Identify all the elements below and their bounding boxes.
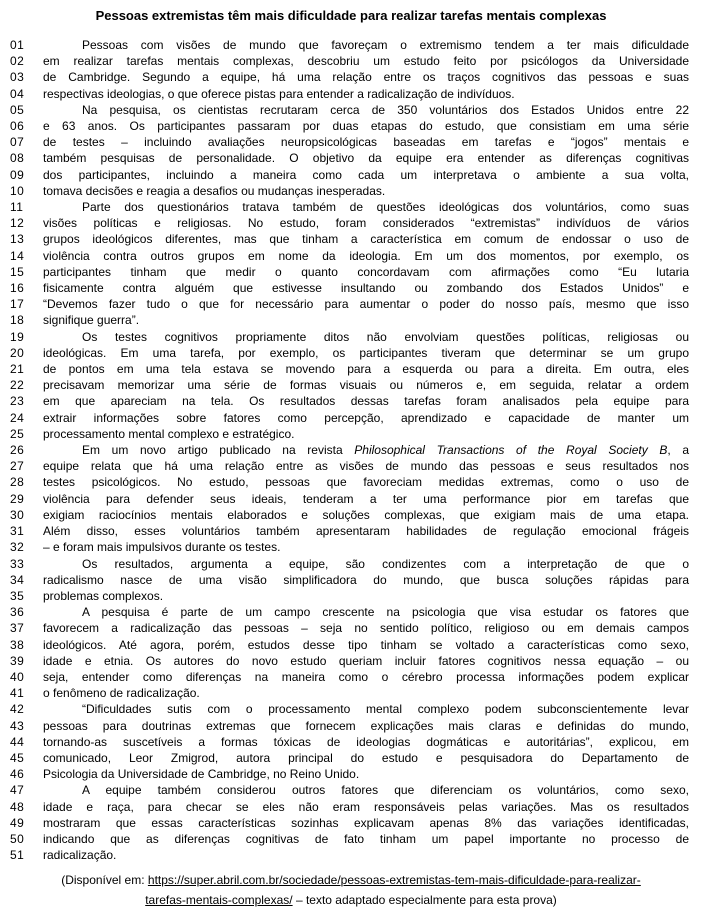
- source-citation: [0, 871, 702, 910]
- line-text-segment: “Devemos fazer tudo o que for necessário para aumentar o poder do nosso país, mesmo que isso: [43, 297, 689, 312]
- line-text: [43, 150, 689, 166]
- text-line: [0, 572, 702, 588]
- text-line: [0, 426, 702, 442]
- line-number: 31: [10, 524, 25, 539]
- line-text-segment: A pesquisa é parte de um campo crescente na psicologia que visa estudar os fatores que: [82, 605, 689, 620]
- line-number: 44: [10, 734, 25, 749]
- source-url-link[interactable]: https://super.abril.com.br/sociedade/pessoas-extremistas-tem-mais-dificuldade-para-realizar-: [147, 873, 641, 888]
- line-text-segment: “Dificuldades sutis com o processamento mental complexo podem subconscientemente levar: [82, 702, 689, 717]
- line-text-segment: de Cambridge. Segundo a equipe, há uma relação entre os traços cognitivos das pessoas e suas: [43, 70, 689, 85]
- line-text-segment: problemas complexos.: [43, 588, 164, 603]
- article-title: Pessoas extremistas têm mais dificuldade para realizar tarefas mentais complexas: [95, 8, 607, 23]
- line-text: [43, 685, 689, 701]
- line-number: 30: [10, 507, 25, 522]
- line-text: [43, 215, 689, 231]
- line-number: 37: [10, 621, 25, 636]
- line-text-segment: violência contra outros grupos em nome da ideologia. Em um dos momentos, por exemplo, os: [43, 248, 689, 263]
- line-number: 13: [10, 232, 25, 247]
- line-text-segment: em que apareciam na tela. Os resultados dessas tarefas foram analisados pela equipe para: [43, 394, 689, 409]
- text-line: [0, 685, 702, 701]
- text-line: [0, 604, 702, 620]
- text-line: [0, 847, 702, 863]
- text-line: [0, 37, 702, 53]
- line-number: 11: [10, 200, 24, 215]
- line-text: [43, 264, 689, 280]
- line-number: 15: [10, 264, 25, 279]
- text-line: [0, 312, 702, 328]
- line-text: [43, 37, 689, 53]
- line-number: 05: [10, 102, 25, 117]
- citation-line-1: [14, 871, 688, 891]
- line-number: 06: [10, 119, 25, 134]
- citation-suffix: – texto adaptado especialmente para esta prova): [292, 892, 557, 907]
- line-text: [43, 782, 689, 798]
- line-text-segment: – e foram mais impulsivos durante os testes.: [43, 540, 281, 555]
- line-text-segment: radicalismo nasce de uma visão simplificadora do mundo, que busca soluções rápidas para: [43, 572, 689, 587]
- line-text: [43, 718, 689, 734]
- text-line: [0, 539, 702, 555]
- line-number: 26: [10, 443, 25, 458]
- line-number: 23: [10, 394, 25, 409]
- line-text-segment: em realizar tarefas mentais complexas, descobriu um estudo feito por psicólogos da Universidade: [43, 54, 689, 69]
- text-line: [0, 183, 702, 199]
- text-line: [0, 118, 702, 134]
- line-text: [43, 183, 689, 199]
- line-text: [43, 231, 689, 247]
- line-text-segment: Na pesquisa, os cientistas recrutaram cerca de 350 voluntários dos Estados Unidos entre 22: [82, 102, 689, 117]
- line-text-segment: de testes – incluindo avaliações neuropsicológicas baseadas em tarefas e “jogos” mentais e: [43, 135, 689, 150]
- text-line: [0, 556, 702, 572]
- line-text: [43, 799, 689, 815]
- line-number: 28: [10, 475, 25, 490]
- text-line: [0, 620, 702, 636]
- line-text-segment: de pontos em uma tela estava se movendo para a esquerda ou para a direita. Em outra, eles: [43, 362, 689, 377]
- text-line: [0, 134, 702, 150]
- line-number: 14: [10, 248, 25, 263]
- line-text: [43, 199, 689, 215]
- line-text-segment: e 63 anos. Os participantes passaram por duas etapas do estudo, que consistiam em uma série: [43, 119, 689, 134]
- line-text-segment: respectivas ideologias, o que oferece pistas para entender a radicalização de indivíduos.: [43, 86, 515, 101]
- line-text: [43, 393, 689, 409]
- line-number: 35: [10, 588, 25, 603]
- line-number: 39: [10, 653, 25, 668]
- line-text-segment: comunicado, Leor Zmigrod, autora principal do estudo e pesquisadora do Departamento de: [43, 750, 689, 765]
- line-text-segment: o fenômeno de radicalização.: [43, 686, 200, 701]
- line-number: 07: [10, 135, 25, 150]
- line-number: 46: [10, 767, 25, 782]
- text-line: [0, 361, 702, 377]
- line-text: [43, 377, 689, 393]
- line-text-segment: Além disso, esses voluntários também apresentaram habilidades de regulação emocional frágeis: [43, 524, 689, 539]
- line-text: [43, 831, 689, 847]
- line-text: [43, 86, 689, 102]
- line-text-segment: ideológicos. Até agora, porém, estudos desse tipo tinham se voltado a características como sexo,: [43, 637, 689, 652]
- line-number: 08: [10, 151, 25, 166]
- line-text-segment: idade e raça, para checar se eles não eram responsáveis pelas variações. Mas os resultados: [43, 799, 689, 814]
- line-number: 42: [10, 702, 25, 717]
- line-text: [43, 442, 689, 458]
- text-line: [0, 53, 702, 69]
- text-line: [0, 199, 702, 215]
- line-text: [43, 701, 689, 717]
- line-text-segment: Pessoas com visões de mundo que favoreçam o extremismo tendem a ter mais dificuldade: [82, 38, 689, 52]
- line-text-segment: fisicamente contra alguém que estivesse insultando ou zombando dos Estados Unidos” e: [43, 281, 689, 296]
- line-text: [43, 620, 689, 636]
- line-text: [43, 361, 689, 377]
- line-text-segment: equipe relata que há uma relação entre as visões de mundo das pessoas e seus resultados nos: [43, 459, 689, 474]
- line-number: 22: [10, 378, 25, 393]
- text-line: [0, 588, 702, 604]
- line-number: 27: [10, 459, 25, 474]
- line-number: 34: [10, 572, 25, 587]
- line-text: [43, 653, 689, 669]
- line-text-segment: violência para defender seus ideais, tenderam a ter uma performance pior em tarefas que: [43, 491, 689, 506]
- text-line: [0, 69, 702, 85]
- text-line: [0, 296, 702, 312]
- text-line: [0, 86, 702, 102]
- citation-line-2: [14, 891, 688, 911]
- line-number: 02: [10, 54, 25, 69]
- line-text: [43, 474, 689, 490]
- line-text-segment: mostraram que essas características sozinhas explicavam apenas 8% das variações identificadas,: [43, 815, 689, 830]
- line-number: 33: [10, 556, 25, 571]
- line-number: 20: [10, 345, 25, 360]
- line-number: 21: [10, 362, 25, 377]
- line-number: 48: [10, 799, 25, 814]
- line-text-segment: , a: [667, 443, 690, 458]
- text-line: [0, 458, 702, 474]
- text-line: [0, 799, 702, 815]
- line-number: 09: [10, 167, 25, 182]
- text-line: [0, 831, 702, 847]
- line-text-segment: extrair informações sobre fatores como percepção, aprendizado e capacidade de manter um: [43, 410, 689, 425]
- text-line: [0, 231, 702, 247]
- text-line: [0, 410, 702, 426]
- line-text: [43, 118, 689, 134]
- line-text-segment: Em um novo artigo publicado na revista: [82, 443, 355, 458]
- line-text: [43, 491, 689, 507]
- line-text: [43, 847, 689, 863]
- line-text: [43, 766, 689, 782]
- line-number: 47: [10, 783, 25, 798]
- line-number: 25: [10, 426, 25, 441]
- line-text-segment: participantes tinham que medir o quanto concordavam com afirmações como “Eu lutaria: [43, 264, 689, 279]
- line-text: [43, 167, 689, 183]
- text-line: [0, 345, 702, 361]
- line-text-segment: seja, entender como diferenças na maneira como o cérebro processa informações podem explicar: [43, 669, 689, 684]
- line-text-segment: grupos ideológicos diferentes, mas que tinham a característica em comum de endossar o uso de: [43, 232, 689, 247]
- line-text: [43, 669, 689, 685]
- text-line: [0, 815, 702, 831]
- line-text-segment: ideológicas. Em uma tarefa, por exemplo, os participantes tiveram que determinar se um grupo: [43, 345, 689, 360]
- text-line: [0, 102, 702, 118]
- line-number: 01: [10, 38, 25, 52]
- line-number: 50: [10, 831, 25, 846]
- text-line: [0, 393, 702, 409]
- line-text: [43, 604, 689, 620]
- line-text: [43, 637, 689, 653]
- line-text-segment: precisavam memorizar uma série de formas visuais ou números e, em seguida, relatar a ordem: [43, 378, 689, 393]
- text-line: [0, 669, 702, 685]
- line-text: [43, 134, 689, 150]
- line-number: 45: [10, 750, 25, 765]
- line-text: [43, 750, 689, 766]
- line-text: [43, 523, 689, 539]
- line-number: 41: [10, 686, 25, 701]
- line-text-segment: radicalização.: [43, 848, 117, 863]
- article-body: [0, 37, 702, 863]
- line-text: [43, 345, 689, 361]
- line-number: 40: [10, 669, 25, 684]
- text-line: [0, 718, 702, 734]
- line-text: [43, 280, 689, 296]
- text-line: [0, 150, 702, 166]
- journal-name-italic: Philosophical Transactions of the Royal Society B: [354, 443, 668, 458]
- line-number: 51: [10, 848, 25, 863]
- source-url-link[interactable]: tarefas-mentais-complexas/: [145, 892, 293, 907]
- text-line: [0, 377, 702, 393]
- line-text-segment: Os resultados, argumenta a equipe, são condizentes com a interpretação de que o: [82, 556, 689, 571]
- line-text: [43, 426, 689, 442]
- line-text: [43, 312, 689, 328]
- text-line: [0, 782, 702, 798]
- line-text: [43, 410, 689, 426]
- line-text-segment: indicando que as diferenças cognitivas de fato tinham um papel importante no processo de: [43, 831, 689, 846]
- line-text: [43, 458, 689, 474]
- line-text: [43, 69, 689, 85]
- citation-prefix: (Disponível em:: [61, 873, 148, 888]
- line-number: 38: [10, 637, 25, 652]
- text-line: [0, 264, 702, 280]
- line-text: [43, 572, 689, 588]
- line-text: [43, 815, 689, 831]
- line-text: [43, 329, 689, 345]
- line-number: 19: [10, 329, 25, 344]
- text-line: [0, 507, 702, 523]
- line-text-segment: A equipe também considerou outros fatores que diferenciam os voluntários, como sexo,: [82, 783, 689, 798]
- line-number: 36: [10, 605, 25, 620]
- text-line: [0, 474, 702, 490]
- line-text: [43, 248, 689, 264]
- text-line: [0, 329, 702, 345]
- line-number: 43: [10, 718, 25, 733]
- text-line: [0, 653, 702, 669]
- line-number: 10: [10, 183, 25, 198]
- line-text-segment: exigiam raciocínios mentais elaborados e soluções complexas, que exigiam mais de uma etapa.: [43, 507, 689, 522]
- line-text-segment: signifique guerra”.: [43, 313, 140, 328]
- line-number: 12: [10, 216, 25, 231]
- line-text: [43, 539, 689, 555]
- line-text-segment: tornando-as suscetíveis a formas tóxicas de ideologias dogmáticas e autoritárias”, explicou, em: [43, 734, 689, 749]
- line-number: 29: [10, 491, 25, 506]
- text-line: [0, 701, 702, 717]
- text-line: [0, 491, 702, 507]
- line-text-segment: dos participantes, incluindo a maneira como cada um interpretava o ambiente a sua volta,: [43, 167, 689, 182]
- text-line: [0, 167, 702, 183]
- line-text: [43, 556, 689, 572]
- text-line: [0, 766, 702, 782]
- line-number: 24: [10, 410, 25, 425]
- line-text-segment: favorecem a radicalização das pessoas – seja no sentido político, religioso ou em demais campos: [43, 621, 689, 636]
- text-line: [0, 248, 702, 264]
- text-line: [0, 750, 702, 766]
- line-text-segment: Os testes cognitivos propriamente ditos não envolviam questões políticas, religiosas ou: [82, 329, 689, 344]
- line-number: 16: [10, 281, 25, 296]
- line-text-segment: visões políticas e religiosas. No estudo, foram considerados “extremistas” indivíduos de vários: [43, 216, 689, 231]
- text-line: [0, 442, 702, 458]
- line-text: [43, 734, 689, 750]
- line-text: [43, 102, 689, 118]
- line-text-segment: Psicologia da Universidade de Cambridge, no Reino Unido.: [43, 767, 360, 782]
- line-number: 17: [10, 297, 25, 312]
- text-line: [0, 637, 702, 653]
- line-number: 04: [10, 86, 25, 101]
- text-line: [0, 734, 702, 750]
- text-line: [0, 215, 702, 231]
- line-text: [43, 507, 689, 523]
- line-number: 32: [10, 540, 25, 555]
- line-text-segment: pessoas para doutrinas extremas que fornecem explicações mais claras e definidas do mundo,: [43, 718, 689, 733]
- line-text: [43, 296, 689, 312]
- line-text-segment: processamento mental complexo e estratégico.: [43, 426, 295, 441]
- line-number: 18: [10, 313, 25, 328]
- line-text: [43, 53, 689, 69]
- text-line: [0, 523, 702, 539]
- line-text-segment: também pesquisas de personalidade. O objetivo da equipe era entender as diferenças cognitivas: [43, 151, 689, 166]
- line-text: [43, 588, 689, 604]
- text-line: [0, 280, 702, 296]
- line-text-segment: testes psicológicos. No estudo, pessoas que favoreciam medidas extremas, como o uso de: [43, 475, 689, 490]
- line-number: 49: [10, 815, 25, 830]
- line-text-segment: Parte dos questionários tratava também de questões ideológicas dos voluntários, como suas: [82, 200, 689, 215]
- line-number: 03: [10, 70, 25, 85]
- line-text-segment: idade e etnia. Os autores do novo estudo queriam incluir fatores cognitivos nessa equação – ou: [43, 653, 689, 668]
- line-text-segment: tomava decisões e reagia a desafios ou mudanças inesperadas.: [43, 183, 386, 198]
